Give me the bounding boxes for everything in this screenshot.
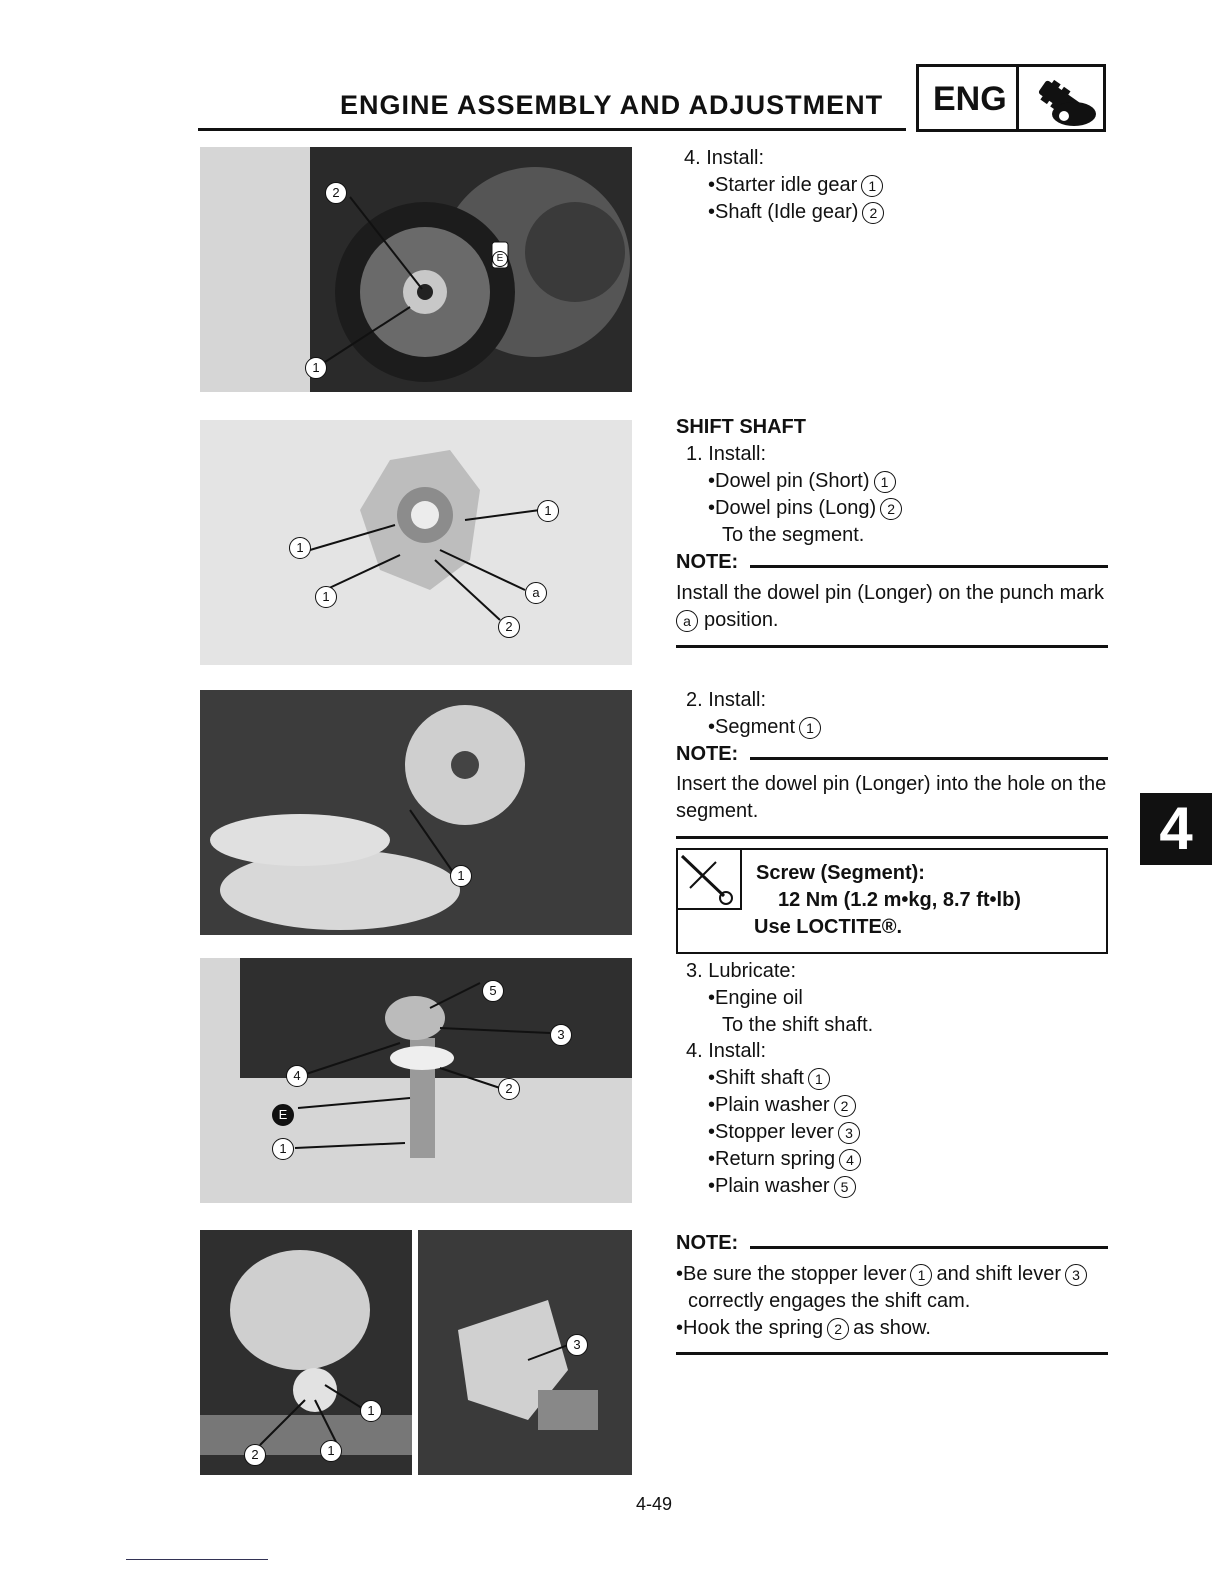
stopper-lever-photo-right [418, 1230, 632, 1475]
callout-5: 5 [482, 980, 504, 1002]
install-item: •Dowel pin (Short) 1 [708, 468, 896, 495]
shift-shaft-photo [200, 958, 632, 1203]
install-item: •Dowel pins (Long) 2 [708, 495, 902, 522]
note-text: segment. [676, 800, 759, 822]
callout-1: 1 [360, 1400, 382, 1422]
callout-3: 3 [550, 1024, 572, 1046]
callout-2: 2 [827, 1318, 849, 1340]
torque-value: 12 Nm (1.2 m•kg, 8.7 ft•lb) [778, 889, 1021, 911]
install-extra: To the segment. [722, 524, 865, 546]
note-label: NOTE: [676, 551, 739, 573]
section-title: SHIFT SHAFT [676, 416, 806, 438]
header-rule [198, 128, 906, 131]
callout-1: 1 [272, 1138, 294, 1160]
step-install: 4. Install: [684, 147, 765, 169]
callout-4: 4 [286, 1065, 308, 1087]
callout-1: 1 [450, 865, 472, 887]
install-item: •Stopper lever 3 [708, 1119, 860, 1146]
callout-2: 2 [862, 202, 884, 224]
note-rule [750, 565, 1108, 568]
note-text: a position. [676, 607, 779, 634]
note-label: NOTE: [676, 1232, 739, 1254]
install-item: •Plain washer 5 [708, 1173, 856, 1200]
note-text: Insert the dowel pin (Longer) into the hole on the [676, 773, 1107, 795]
callout-1: 1 [861, 175, 883, 197]
dowel-pin-photo [200, 420, 632, 665]
step-install: 4. Install: [686, 1040, 767, 1062]
install-item: •Plain washer 2 [708, 1092, 856, 1119]
note-end-rule [676, 836, 1108, 839]
eng-tag-label: ENG [933, 80, 1007, 118]
engine-oil-callout: E [492, 251, 508, 267]
note-text: Install the dowel pin (Longer) on the punch mark [676, 582, 1105, 604]
callout-2: 2 [834, 1095, 856, 1117]
callout-2: 2 [325, 182, 347, 204]
step-lubricate: 3. Lubricate: [686, 960, 797, 982]
note-text: •Be sure the stopper lever 1 and shift lever 3 [676, 1261, 1087, 1288]
note-rule [750, 1246, 1108, 1249]
callout-2: 2 [498, 1078, 520, 1100]
engine-wrench-icon [1024, 70, 1104, 130]
note-text: correctly engages the shift cam. [688, 1290, 971, 1312]
callout-1: 1 [537, 500, 559, 522]
callout-2: 2 [498, 616, 520, 638]
callout-3: 3 [1065, 1264, 1087, 1286]
note-text: •Hook the spring 2 as show. [676, 1317, 931, 1339]
callout-1: 1 [874, 471, 896, 493]
callout-2: 2 [244, 1444, 266, 1466]
callout-1: 1 [799, 717, 821, 739]
torque-extra: Use LOCTITE®. [754, 916, 903, 938]
install-item: •Shift shaft 1 [708, 1065, 830, 1092]
callout-1: 1 [910, 1264, 932, 1286]
segment-install-photo [200, 690, 632, 935]
step-install: 2. Install: [686, 689, 767, 711]
starter-idle-gear-photo [200, 147, 632, 392]
section-header-title: ENGINE ASSEMBLY AND ADJUSTMENT [340, 90, 884, 120]
callout-3: 3 [838, 1122, 860, 1144]
page-number: 4-49 [636, 1494, 673, 1514]
lubricate-item: •Engine oil [708, 987, 803, 1009]
callout-1: 1 [315, 586, 337, 608]
callout-5: 5 [834, 1176, 856, 1198]
callout-a: a [525, 582, 547, 604]
stopper-lever-photo-left [200, 1230, 412, 1475]
install-item: •Shaft (Idle gear) 2 [708, 199, 884, 226]
note-rule [750, 757, 1108, 760]
note-end-rule [676, 645, 1108, 648]
callout-1: 1 [289, 537, 311, 559]
note-label: NOTE: [676, 743, 739, 765]
torque-wrench-icon [676, 848, 742, 910]
callout-3: 3 [566, 1334, 588, 1356]
install-item: •Segment 1 [708, 714, 821, 741]
install-item: •Starter idle gear 1 [708, 172, 883, 199]
callout-1: 1 [305, 357, 327, 379]
callout-1: 1 [320, 1440, 342, 1462]
torque-title: Screw (Segment): [756, 862, 925, 884]
eng-tag-divider [1016, 64, 1019, 132]
footer-line [126, 1559, 268, 1560]
step-install: 1. Install: [686, 443, 767, 465]
callout-1: 1 [808, 1068, 830, 1090]
note-end-rule [676, 1352, 1108, 1355]
callout-a: a [676, 610, 698, 632]
callout-4: 4 [839, 1149, 861, 1171]
install-item: •Return spring 4 [708, 1146, 861, 1173]
engine-oil-callout: E [272, 1104, 294, 1126]
callout-2: 2 [880, 498, 902, 520]
chapter-tab: 4 [1140, 793, 1212, 865]
lubricate-extra: To the shift shaft. [722, 1014, 874, 1036]
